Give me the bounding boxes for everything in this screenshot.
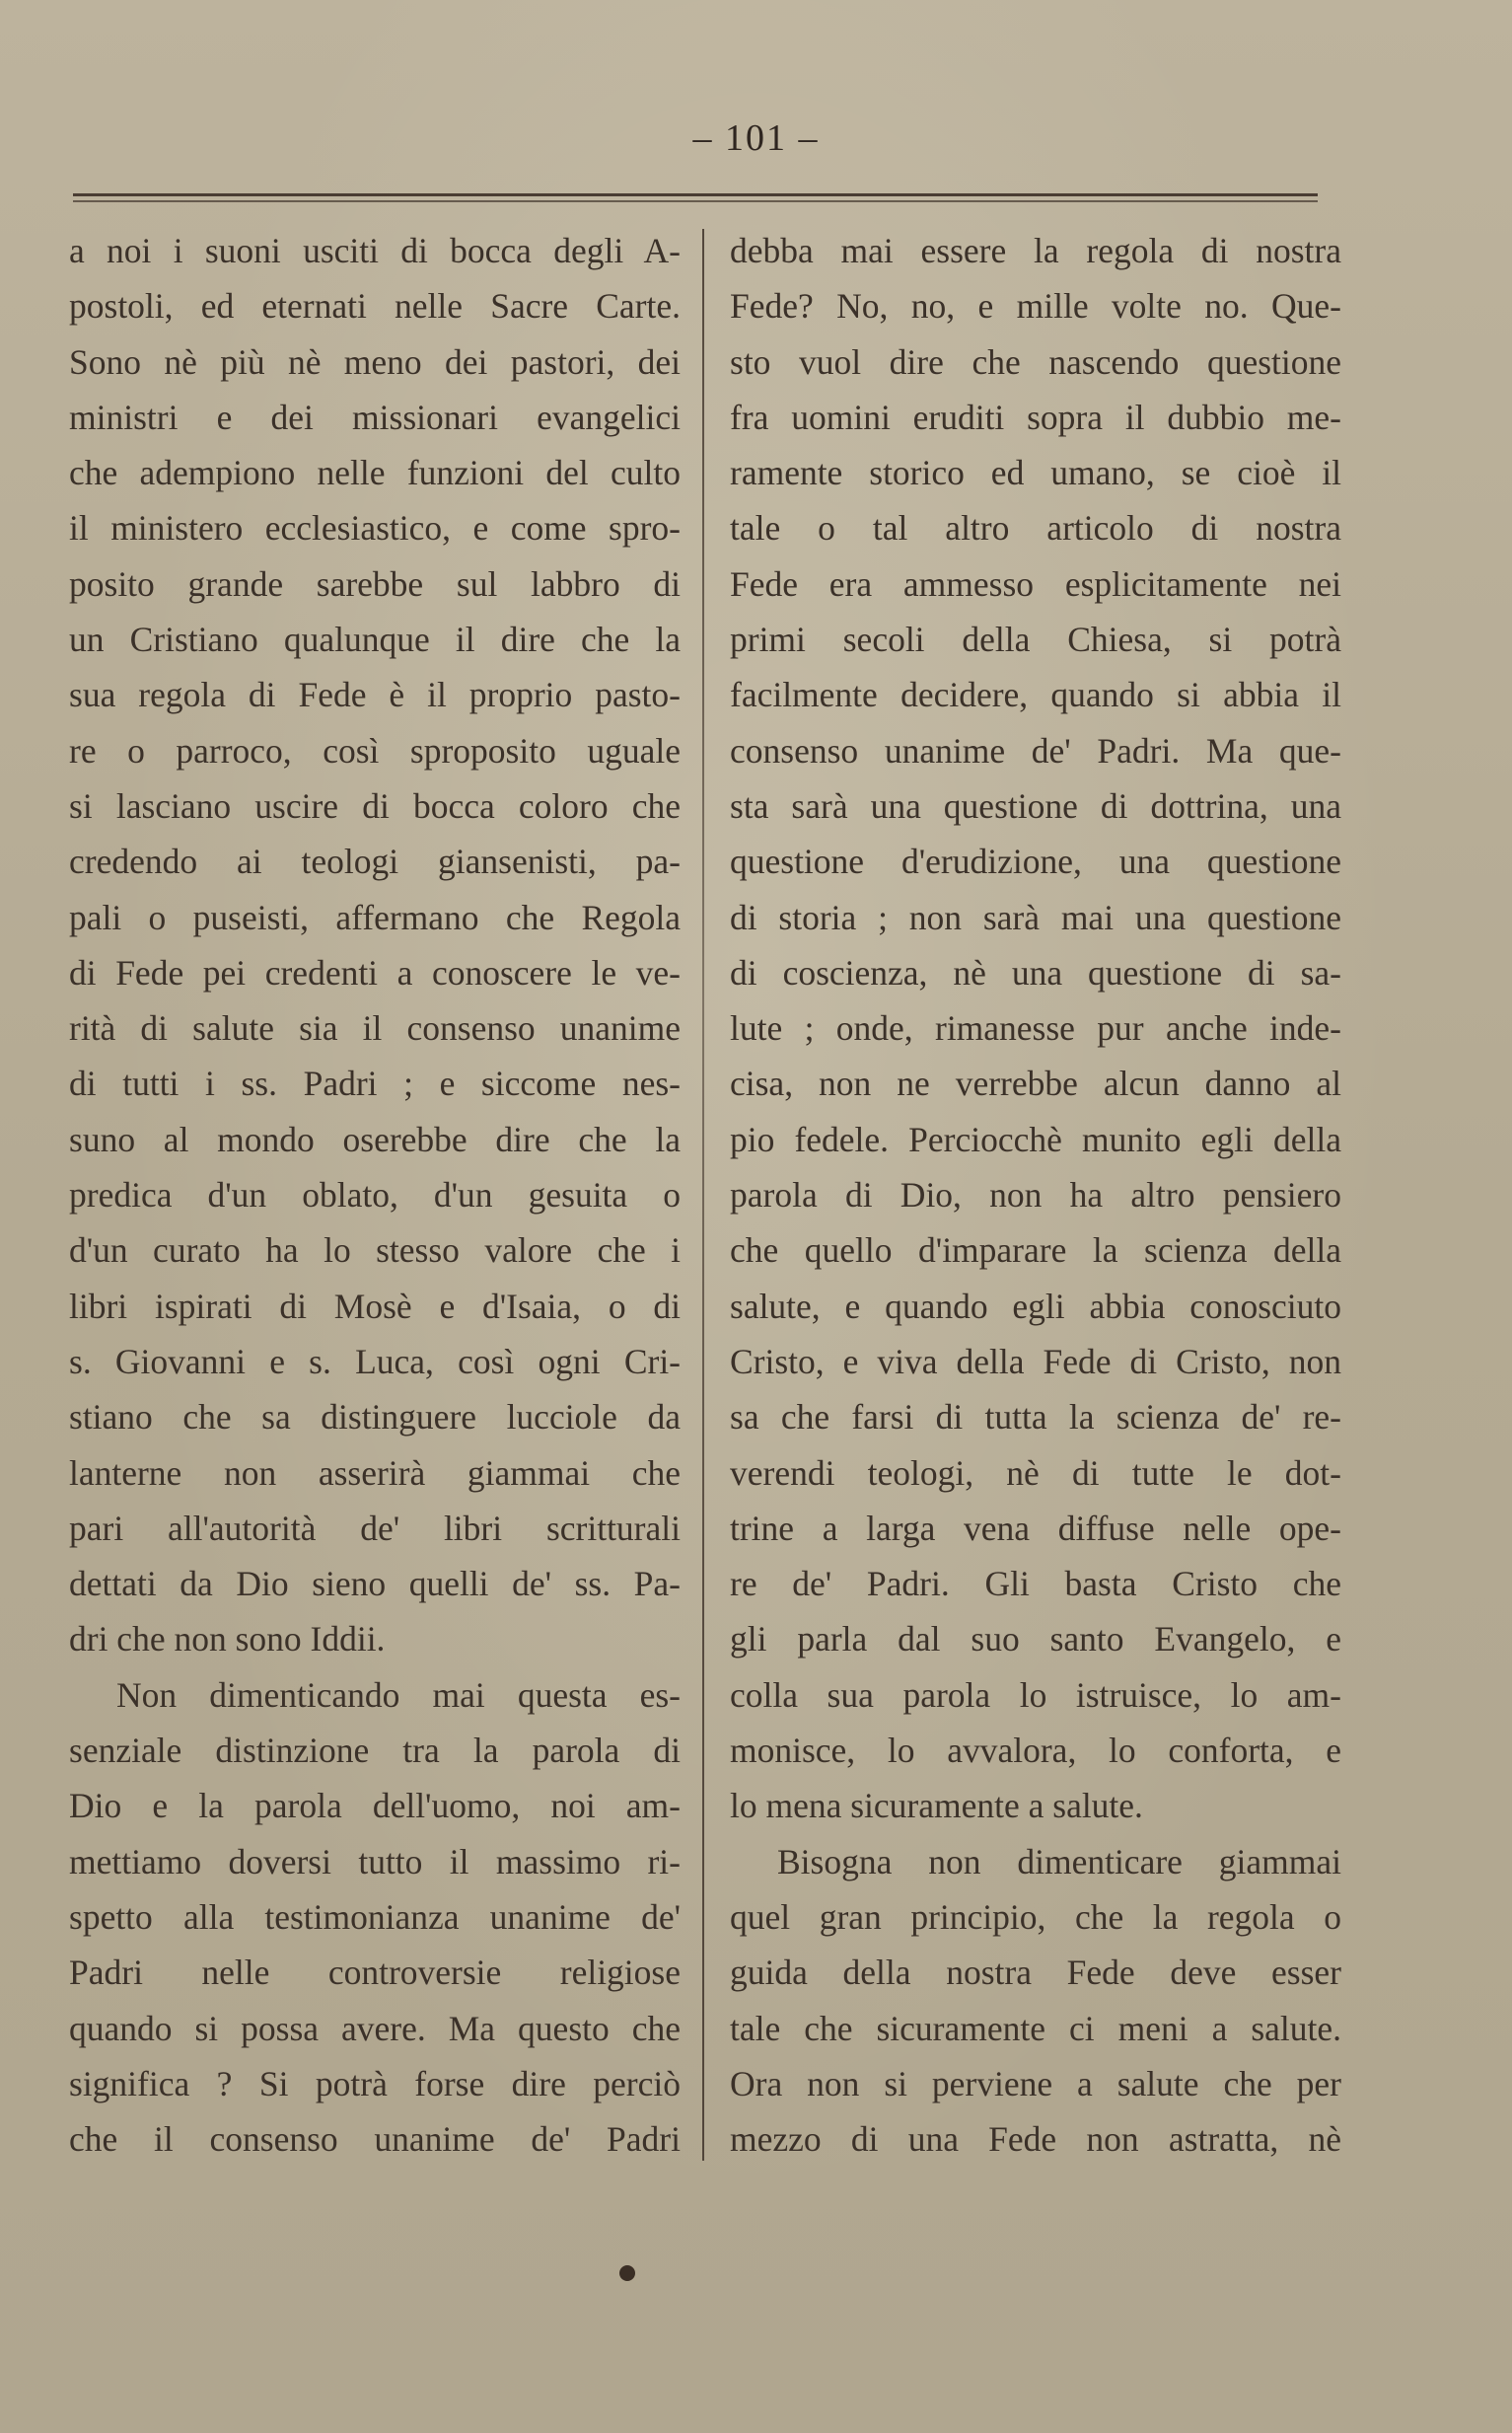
text-line: sa che farsi di tutta la scienza de' re-: [730, 1397, 1341, 1438]
text-line: sua regola di Fede è il proprio pasto-: [69, 675, 681, 715]
text-line: verendi teologi, nè di tutte le dot-: [730, 1452, 1341, 1493]
text-line: pio fedele. Perciocchè munito egli della: [730, 1119, 1341, 1159]
text-line: re de' Padri. Gli basta Cristo che: [730, 1564, 1341, 1604]
text-line: mettiamo doversi tutto il massimo ri-: [69, 1841, 681, 1881]
text-line: a noi i suoni usciti di bocca degli A-: [69, 231, 681, 270]
text-line: Dio e la parola dell'uomo, noi am-: [69, 1786, 681, 1826]
text-line: Fede? No, no, e mille volte no. Que-: [730, 286, 1341, 327]
text-line: lo mena sicuramente a salute.: [730, 1786, 1143, 1826]
text-line: Padri nelle controversie religiose: [69, 1953, 681, 1993]
text-line: salute, e quando egli abbia conosciuto: [730, 1286, 1341, 1326]
text-line: parola di Dio, non ha altro pensiero: [730, 1175, 1341, 1216]
text-line: debba mai essere la regola di nostra: [730, 231, 1341, 270]
text-line: sto vuol dire che nascendo questione: [730, 341, 1341, 382]
text-line: primi secoli della Chiesa, si potrà: [730, 620, 1341, 660]
text-line: d'un curato ha lo stesso valore che i: [69, 1230, 681, 1271]
text-line: di tutti i ss. Padri ; e siccome nes-: [69, 1064, 681, 1104]
text-line: si lasciano uscire di bocca coloro che: [69, 785, 681, 826]
text-line: colla sua parola lo istruisce, lo am-: [730, 1674, 1341, 1715]
text-line: suno al mondo oserebbe dire che la: [69, 1119, 681, 1159]
text-line: che il consenso unanime de' Padri: [69, 2119, 681, 2160]
text-line: pali o puseisti, affermano che Regola: [69, 897, 681, 937]
text-line: sta sarà una questione di dottrina, una: [730, 785, 1341, 826]
text-line: ministri e dei missionari evangelici: [69, 397, 681, 437]
text-line: libri ispirati di Mosè e d'Isaia, o di: [69, 1286, 681, 1326]
text-line: cisa, non ne verrebbe alcun danno al: [730, 1064, 1341, 1104]
text-line: facilmente decidere, quando si abbia il: [730, 675, 1341, 715]
text-line: s. Giovanni e s. Luca, così ogni Cri-: [69, 1341, 681, 1381]
header-rule: [73, 193, 1318, 196]
text-line: fra uomini eruditi sopra il dubbio me-: [730, 397, 1341, 437]
text-line: Ora non si perviene a salute che per: [730, 2063, 1341, 2103]
text-line: rità di salute sia il consenso unanime: [69, 1008, 681, 1049]
left-text-column: [69, 223, 681, 2167]
text-line: un Cristiano qualunque il dire che la: [69, 620, 681, 660]
ink-spot-mark: [619, 2265, 635, 2281]
text-line: ramente storico ed umano, se cioè il: [730, 453, 1341, 493]
column-divider: [702, 229, 704, 2161]
text-line: stiano che sa distinguere lucciole da: [69, 1397, 681, 1438]
text-line: Fede era ammesso esplicitamente nei: [730, 563, 1341, 604]
text-line: re o parroco, così sproposito uguale: [69, 730, 681, 771]
text-line: monisce, lo avvalora, lo conforta, e: [730, 1731, 1341, 1771]
text-line: Cristo, e viva della Fede di Cristo, non: [730, 1341, 1341, 1381]
text-line: di Fede pei credenti a conoscere le ve-: [69, 952, 681, 993]
text-line: questione d'erudizione, una questione: [730, 842, 1341, 882]
text-line: postoli, ed eternati nelle Sacre Carte.: [69, 286, 681, 327]
text-line: pari all'autorità de' libri scritturali: [69, 1508, 681, 1548]
text-line: gli parla dal suo santo Evangelo, e: [730, 1619, 1341, 1659]
text-line: Sono nè più nè meno dei pastori, dei: [69, 341, 681, 382]
text-line: mezzo di una Fede non astratta, nè: [730, 2119, 1341, 2160]
right-text-column: [730, 223, 1341, 2167]
text-line: che quello d'imparare la scienza della: [730, 1230, 1341, 1271]
text-line: di coscienza, nè una questione di sa-: [730, 952, 1341, 993]
page-number: – 101 –: [692, 117, 820, 159]
text-line: quando si possa avere. Ma questo che: [69, 2008, 681, 2048]
text-line: tale che sicuramente ci meni a salute.: [730, 2008, 1341, 2048]
text-line: credendo ai teologi giansenisti, pa-: [69, 842, 681, 882]
header-rule-thin: [73, 200, 1318, 202]
text-line: tale o tal altro articolo di nostra: [730, 508, 1341, 549]
text-line: lanterne non asserirà giammai che: [69, 1452, 681, 1493]
text-line: significa ? Si potrà forse dire perciò: [69, 2063, 681, 2103]
text-line: Non dimenticando mai questa es-: [116, 1674, 681, 1715]
text-line: senziale distinzione tra la parola di: [69, 1731, 681, 1771]
text-line: lute ; onde, rimanesse pur anche inde-: [730, 1008, 1341, 1049]
text-line: predica d'un oblato, d'un gesuita o: [69, 1175, 681, 1216]
text-line: dettati da Dio sieno quelli de' ss. Pa-: [69, 1564, 681, 1604]
text-line: consenso unanime de' Padri. Ma que-: [730, 730, 1341, 771]
text-line: guida della nostra Fede deve esser: [730, 1953, 1341, 1993]
text-line: di storia ; non sarà mai una questione: [730, 897, 1341, 937]
text-line: dri che non sono Iddii.: [69, 1619, 386, 1659]
text-line: che adempiono nelle funzioni del culto: [69, 453, 681, 493]
text-line: Bisogna non dimenticare giammai: [777, 1841, 1341, 1881]
text-line: il ministero ecclesiastico, e come spro-: [69, 508, 681, 549]
text-line: trine a larga vena diffuse nelle ope-: [730, 1508, 1341, 1548]
text-line: quel gran principio, che la regola o: [730, 1896, 1341, 1937]
text-line: posito grande sarebbe sul labbro di: [69, 563, 681, 604]
text-line: spetto alla testimonianza unanime de': [69, 1896, 681, 1937]
